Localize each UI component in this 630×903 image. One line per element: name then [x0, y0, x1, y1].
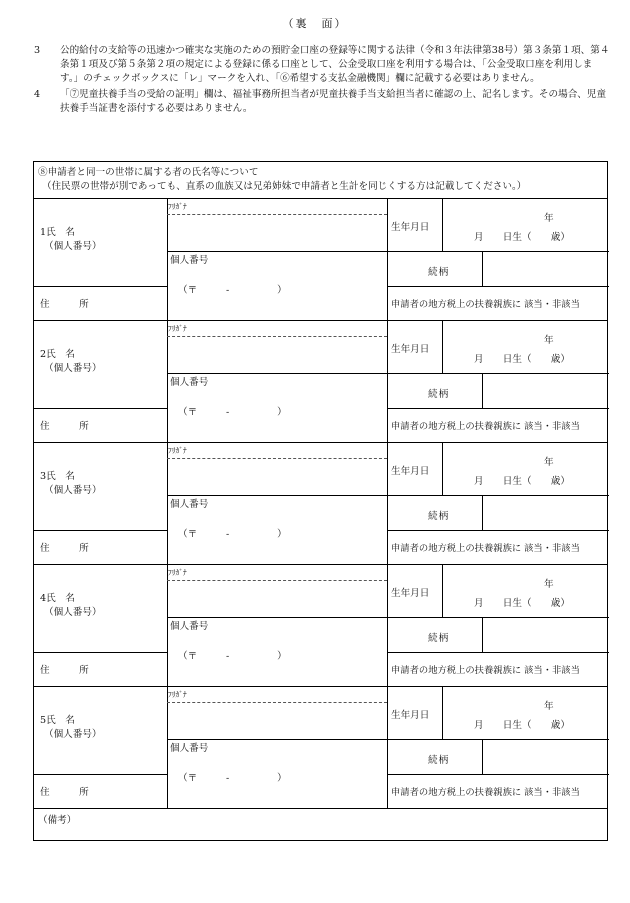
- name-input-field[interactable]: [168, 459, 387, 495]
- member-number: 4: [40, 593, 47, 604]
- notes: [34, 44, 610, 118]
- remarks-label: （備考）: [38, 815, 77, 826]
- relationship-label: 続柄: [428, 267, 450, 278]
- name-input-field[interactable]: [168, 703, 387, 739]
- remarks-field[interactable]: [34, 809, 607, 842]
- relationship-label: 続柄: [428, 755, 450, 766]
- member-number: 1: [40, 227, 47, 238]
- relationship-label: 続柄: [428, 389, 450, 400]
- address-label: 住 所: [40, 665, 99, 676]
- kojin-bango-paren-label: （個人番号）: [44, 729, 102, 740]
- month-day-age-label: 月 日生（ 歳）: [474, 354, 570, 365]
- relationship-input-field[interactable]: [483, 618, 609, 652]
- birthdate-label: 生年月日: [391, 588, 430, 599]
- birthdate-input-field[interactable]: [443, 322, 609, 373]
- kojin-bango-label: 個人番号: [170, 499, 209, 510]
- kojin-bango-label: 個人番号: [170, 743, 209, 754]
- kojin-bango-paren-label: （個人番号）: [44, 485, 102, 496]
- birthdate-label: 生年月日: [391, 466, 430, 477]
- address-input-field[interactable]: [168, 531, 387, 565]
- section-header: [34, 162, 607, 199]
- furigana-label: ﾌﾘｶﾞﾅ: [168, 446, 187, 455]
- month-day-age-label: 月 日生（ 歳）: [474, 476, 570, 487]
- postal-code-label: （〒 - ）: [178, 285, 287, 296]
- kojin-bango-paren-label: （個人番号）: [44, 241, 102, 252]
- furigana-label: ﾌﾘｶﾞﾅ: [168, 202, 187, 211]
- name-label-text: 氏 名: [46, 471, 75, 482]
- birthdate-input-field[interactable]: [443, 688, 609, 739]
- relationship-input-field[interactable]: [483, 496, 609, 530]
- postal-code-label: （〒 - ）: [178, 651, 287, 662]
- section-title: ⑧申請者と同一の世帯に属する者の氏名等について: [38, 167, 259, 178]
- birthdate-input-field[interactable]: [443, 444, 609, 495]
- relationship-label: 続柄: [428, 511, 450, 522]
- relationship-label: 続柄: [428, 633, 450, 644]
- dependent-status-selector[interactable]: 申請者の地方税上の扶養親族に 該当・非該当: [391, 543, 580, 554]
- member-number: 5: [40, 715, 47, 726]
- kojin-bango-paren-label: （個人番号）: [44, 363, 102, 374]
- relationship-input-field[interactable]: [483, 374, 609, 408]
- address-input-field[interactable]: [168, 409, 387, 443]
- address-input-field[interactable]: [168, 653, 387, 687]
- note-text: 公的給付の支給等の迅速かつ確実な実施のための預貯金口座の登録等に関する法律（令和３年法律第38号）第３条第１項、第４条第１項及び第５条第２項の規定による登録に係る口座として、公金受取口座を利用する場合は、「公金受取口座を利用します。」のチェックボックスに「レ」マークを入れ、「⑥希望する支払金融機関」欄に記載する必要はありません。: [60, 45, 610, 84]
- name-label: [40, 226, 102, 254]
- postal-code-label: （〒 - ）: [178, 773, 287, 784]
- note-3: [34, 44, 610, 86]
- address-input-field[interactable]: [168, 775, 387, 809]
- address-label: 住 所: [40, 543, 99, 554]
- name-label-text: 氏 名: [46, 349, 75, 360]
- household-member-block-2: [34, 321, 607, 443]
- kojin-bango-label: 個人番号: [170, 621, 209, 632]
- household-member-block-3: [34, 443, 607, 565]
- name-input-field[interactable]: [168, 337, 387, 373]
- relationship-input-field[interactable]: [483, 740, 609, 774]
- page-title: （裏 面）: [282, 17, 348, 30]
- furigana-label: ﾌﾘｶﾞﾅ: [168, 568, 187, 577]
- kojin-bango-label: 個人番号: [170, 377, 209, 388]
- dependent-status-selector[interactable]: 申請者の地方税上の扶養親族に 該当・非該当: [391, 299, 580, 310]
- furigana-label: ﾌﾘｶﾞﾅ: [168, 324, 187, 333]
- household-member-block-1: [34, 199, 607, 321]
- dependent-status-selector[interactable]: 申請者の地方税上の扶養親族に 該当・非該当: [391, 421, 580, 432]
- note-text: 「⑦児童扶養手当の受給の証明」欄は、福祉事務所担当者が児童扶養手当支給担当者に確認の上、記名します。その場合、児童扶養手当証書を添付する必要はありません。: [60, 89, 607, 114]
- note-number: 3: [34, 45, 41, 56]
- birthdate-label: 生年月日: [391, 710, 430, 721]
- furigana-label: ﾌﾘｶﾞﾅ: [168, 690, 187, 699]
- dependent-status-selector[interactable]: 申請者の地方税上の扶養親族に 該当・非該当: [391, 665, 580, 676]
- section-subtitle: （住民票の世帯が別であっても、直系の血族又は兄弟姉妹で申請者と生計を同じくする方は記載してください。）: [42, 181, 527, 192]
- year-label: 年: [544, 213, 554, 224]
- relationship-input-field[interactable]: [483, 252, 609, 286]
- year-label: 年: [544, 335, 554, 346]
- month-day-age-label: 月 日生（ 歳）: [474, 720, 570, 731]
- year-label: 年: [544, 579, 554, 590]
- name-label: [40, 592, 102, 620]
- address-input-field[interactable]: [168, 287, 387, 321]
- birthdate-label: 生年月日: [391, 344, 430, 355]
- note-4: [34, 88, 610, 116]
- month-day-age-label: 月 日生（ 歳）: [474, 232, 570, 243]
- name-input-field[interactable]: [168, 215, 387, 251]
- name-label-text: 氏 名: [46, 715, 75, 726]
- address-label: 住 所: [40, 299, 99, 310]
- year-label: 年: [544, 457, 554, 468]
- kojin-bango-label: 個人番号: [170, 255, 209, 266]
- birthdate-input-field[interactable]: [443, 566, 609, 617]
- postal-code-label: （〒 - ）: [178, 529, 287, 540]
- member-number: 3: [40, 471, 47, 482]
- member-number: 2: [40, 349, 47, 360]
- birthdate-input-field[interactable]: [443, 200, 609, 251]
- name-label: [40, 470, 102, 498]
- birthdate-label: 生年月日: [391, 222, 430, 233]
- household-member-block-4: [34, 565, 607, 687]
- name-label-text: 氏 名: [46, 593, 75, 604]
- postal-code-label: （〒 - ）: [178, 407, 287, 418]
- name-label-text: 氏 名: [46, 227, 75, 238]
- name-label: [40, 348, 102, 376]
- name-input-field[interactable]: [168, 581, 387, 617]
- note-number: 4: [34, 89, 41, 100]
- name-label: [40, 714, 102, 742]
- dependent-status-selector[interactable]: 申請者の地方税上の扶養親族に 該当・非該当: [391, 787, 580, 798]
- year-label: 年: [544, 701, 554, 712]
- address-label: 住 所: [40, 787, 99, 798]
- household-member-block-5: [34, 687, 607, 809]
- month-day-age-label: 月 日生（ 歳）: [474, 598, 570, 609]
- address-label: 住 所: [40, 421, 99, 432]
- kojin-bango-paren-label: （個人番号）: [44, 607, 102, 618]
- household-members-form: [33, 161, 608, 841]
